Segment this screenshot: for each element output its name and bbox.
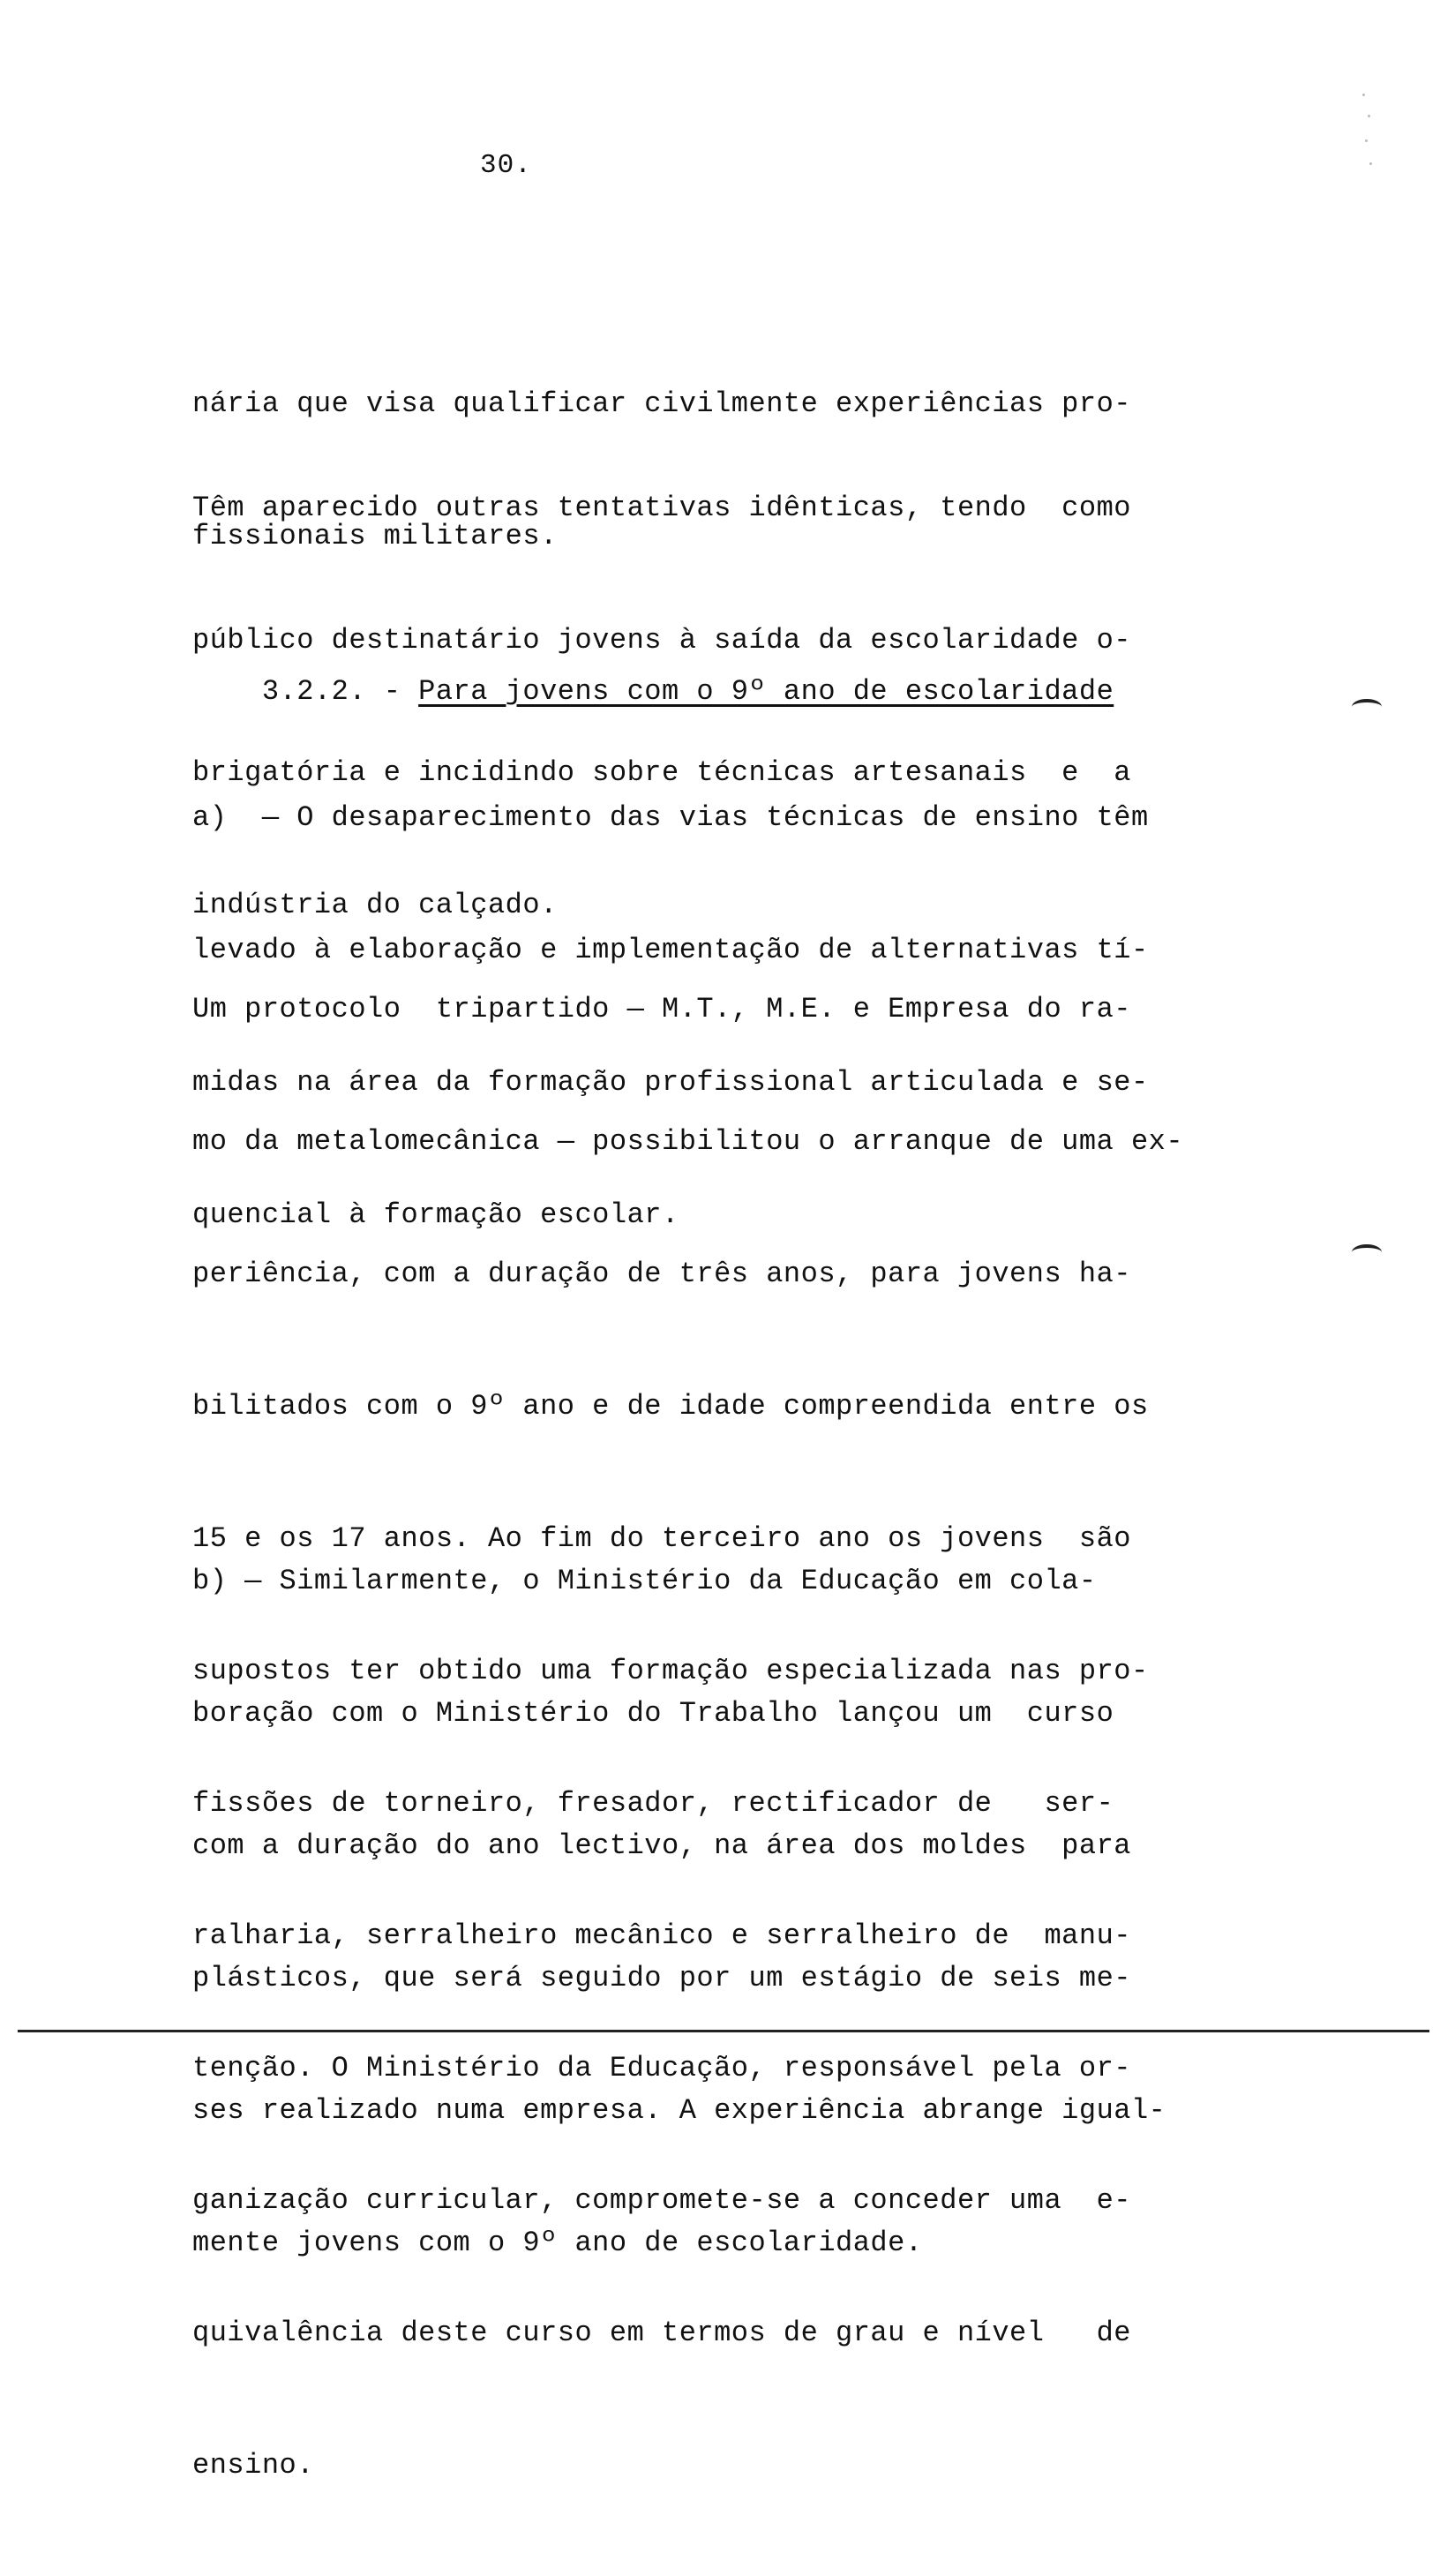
text-line: brigatória e incidindo sobre técnicas artesanais e a [192, 756, 1131, 789]
text-line: a) — O desaparecimento das vias técnicas de ensino têm [192, 801, 1149, 834]
text-line: plásticos, que será seguido por um estágio de seis me- [192, 1962, 1131, 1994]
text-line: b) — Similarmente, o Ministério da Educação em cola- [192, 1565, 1097, 1597]
text-line: quivalência deste curso em termos de grau e nível de [192, 2317, 1131, 2349]
margin-mark [1352, 699, 1382, 715]
text-line: fissões de torneiro, fresador, rectificador de ser- [192, 1787, 1114, 1820]
text-line: indústria do calçado. [192, 889, 558, 921]
text-line: mo da metalomecânica — possibilitou o arranque de uma ex- [192, 1125, 1184, 1158]
text-line: bilitados com o 9º ano e de idade compreendida entre os [192, 1390, 1149, 1423]
scan-specks [1359, 88, 1376, 176]
text-line: midas na área da formação profissional articulada e se- [192, 1066, 1149, 1099]
text-line: boração com o Ministério do Trabalho lançou um curso [192, 1697, 1114, 1730]
text-line: ganização curricular, compromete-se a conceder uma e- [192, 2184, 1131, 2217]
bottom-rule [18, 2030, 1429, 2032]
text-line: fissionais militares. [192, 520, 558, 552]
text-line: quencial à formação escolar. [192, 1198, 679, 1231]
text-line: nária que visa qualificar civilmente experiências pro- [192, 387, 1131, 420]
text-line: supostos ter obtido uma formação especializada nas pro- [192, 1655, 1149, 1687]
text-line: ralharia, serralheiro mecânico e serralheiro de manu- [192, 1919, 1131, 1952]
text-line: periência, com a duração de três anos, para jovens ha- [192, 1258, 1131, 1290]
text-line: Um protocolo tripartido — M.T., M.E. e Empresa do ra- [192, 993, 1131, 1025]
text-line: Têm aparecido outras tentativas idênticas, tendo como [192, 492, 1131, 524]
text-line: público destinatário jovens à saída da escolaridade o- [192, 624, 1131, 657]
text-line: com a duração do ano lectivo, na área dos moldes para [192, 1829, 1131, 1862]
text-line: mente jovens com o 9º ano de escolaridade. [192, 2227, 923, 2259]
paragraph-b [192, 1471, 1166, 2354]
margin-mark [1352, 1244, 1382, 1260]
section-number: 3.2.2. - [261, 675, 419, 708]
section-title: Para jovens com o 9º ano de escolaridade [418, 675, 1114, 708]
text-line: levado à elaboração e implementação de alternativas tí- [192, 934, 1149, 966]
text-line: 15 e os 17 anos. Ao fim do terceiro ano os jovens são [192, 1522, 1131, 1555]
text-line: tenção. O Ministério da Educação, responsável pela or- [192, 2052, 1131, 2084]
page-number: 30. [480, 150, 532, 181]
text-line: ensino. [192, 2449, 314, 2482]
text-line: ses realizado numa empresa. A experiência abrange igual- [192, 2094, 1166, 2127]
